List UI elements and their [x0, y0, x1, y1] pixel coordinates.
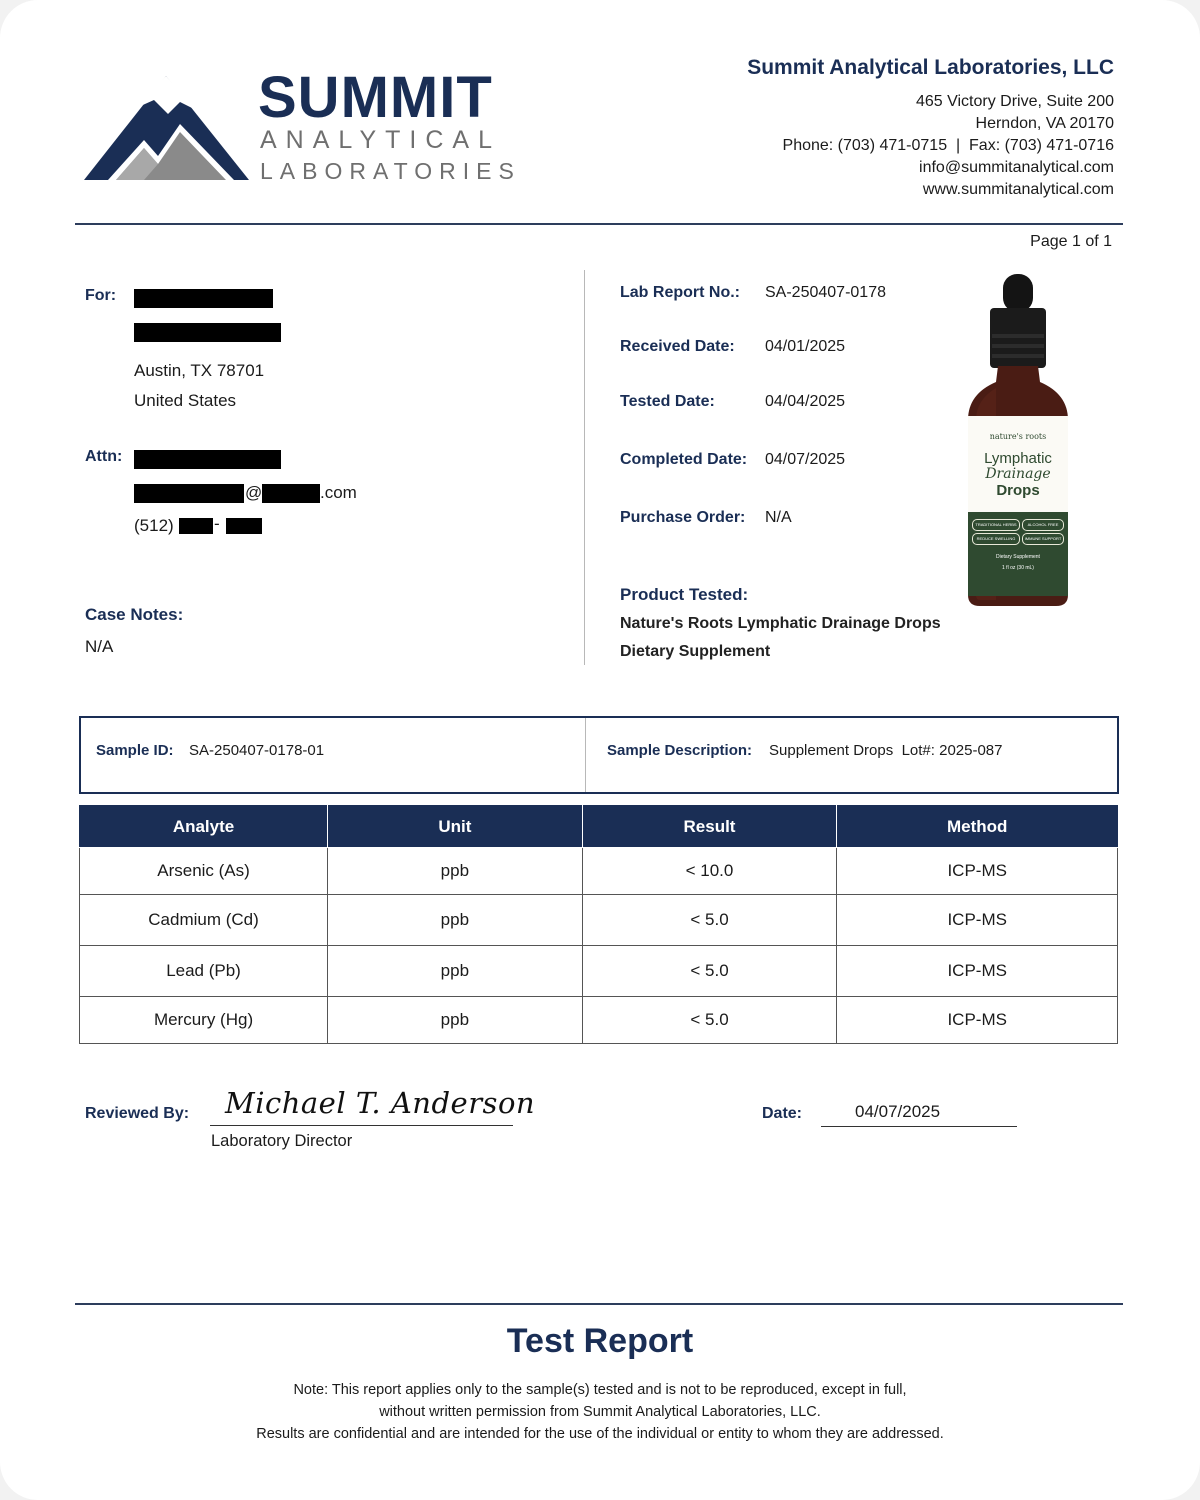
logo-wordmark-analytical: ANALYTICAL	[260, 126, 501, 154]
logo-wordmark-summit: SUMMIT	[258, 65, 493, 130]
bottle-volume: 1 fl oz (30 mL)	[1002, 565, 1034, 571]
table-row	[80, 946, 1118, 997]
purchase-order-label: Purchase Order:	[620, 509, 746, 526]
cell-result: < 5.0	[582, 997, 837, 1044]
column-header-unit: Unit	[328, 806, 583, 848]
bottle-name-line1: Lymphatic	[984, 450, 1052, 467]
mountain-logo-icon	[84, 70, 249, 182]
attn-label: Attn:	[85, 448, 123, 465]
cell-unit: ppb	[328, 895, 583, 946]
lab-report-label: Lab Report No.:	[620, 284, 740, 301]
cell-method: ICP-MS	[837, 946, 1118, 997]
cell-analyte: Lead (Pb)	[80, 946, 328, 997]
cell-result: < 10.0	[582, 848, 837, 895]
phone-dash: -	[214, 514, 220, 533]
table-row	[80, 895, 1118, 946]
case-notes-label: Case Notes:	[85, 605, 184, 624]
product-name: Nature's Roots Lymphatic Drainage Drops	[620, 615, 941, 632]
table-row	[80, 848, 1118, 895]
product-bottle-image	[958, 270, 1078, 612]
sample-id-label: Sample ID:	[96, 742, 174, 759]
info-column-divider	[584, 270, 585, 665]
lab-report-value: SA-250407-0178	[765, 284, 886, 301]
redaction-bar	[179, 518, 213, 534]
table-header-row	[80, 806, 1118, 848]
cell-analyte: Cadmium (Cd)	[80, 895, 328, 946]
completed-date-value: 04/07/2025	[765, 451, 846, 468]
cell-method: ICP-MS	[837, 997, 1118, 1044]
bottle-name-line3: Drops	[996, 482, 1040, 499]
bottle-name-line2: Drainage	[985, 466, 1051, 482]
phone-prefix: (512)	[134, 516, 174, 535]
reviewer-signature: Michael T. Anderson	[225, 1086, 536, 1120]
purchase-order-value: N/A	[765, 509, 792, 526]
reviewer-title: Laboratory Director	[211, 1132, 353, 1150]
tested-date-label: Tested Date:	[620, 393, 715, 410]
company-address-line1: 465 Victory Drive, Suite 200	[915, 93, 1114, 110]
product-type: Dietary Supplement	[620, 643, 771, 660]
page-number: Page 1 of 1	[1030, 233, 1112, 250]
column-header-analyte: Analyte	[80, 806, 328, 848]
logo-wordmark-laboratories: LABORATORIES	[260, 158, 521, 184]
cell-unit: ppb	[328, 848, 583, 895]
client-city-state: Austin, TX 78701	[134, 361, 265, 380]
review-date-label: Date:	[762, 1105, 803, 1122]
company-email: info@summitanalytical.com	[919, 159, 1114, 176]
case-notes-value: N/A	[85, 637, 114, 656]
sample-description-label: Sample Description:	[607, 742, 753, 759]
cell-result: < 5.0	[582, 946, 837, 997]
redaction-bar	[226, 518, 262, 534]
results-table	[79, 805, 1118, 1044]
redaction-bar	[262, 484, 320, 503]
sample-description-value: Supplement Drops Lot#: 2025-087	[769, 742, 1003, 759]
company-address-line2: Herndon, VA 20170	[975, 115, 1114, 132]
product-tested-label: Product Tested:	[620, 585, 749, 604]
company-website: www.summitanalytical.com	[922, 181, 1114, 198]
table-row	[80, 997, 1118, 1044]
redaction-bar	[134, 450, 281, 469]
email-at-symbol: @	[245, 483, 263, 502]
sample-info-box	[79, 716, 1119, 794]
cell-method: ICP-MS	[837, 848, 1118, 895]
header-divider	[75, 223, 1123, 225]
bottle-tag: TRADITIONAL HERBS	[972, 519, 1020, 531]
reviewed-by-label: Reviewed By:	[85, 1105, 190, 1122]
date-line	[821, 1126, 1017, 1127]
cell-result: < 5.0	[582, 895, 837, 946]
bottle-brand: nature's roots	[989, 432, 1047, 441]
cell-analyte: Arsenic (As)	[80, 848, 328, 895]
footer-title: Test Report	[506, 1322, 694, 1360]
completed-date-label: Completed Date:	[620, 451, 748, 468]
email-suffix: .com	[320, 483, 357, 502]
footer-note-line2: without written permission from Summit Analytical Laboratories, LLC.	[379, 1404, 821, 1420]
received-date-label: Received Date:	[620, 338, 735, 355]
for-label: For:	[85, 287, 117, 304]
cell-unit: ppb	[328, 997, 583, 1044]
column-header-result: Result	[582, 806, 837, 848]
company-name: Summit Analytical Laboratories, LLC	[747, 56, 1114, 79]
footer-divider	[75, 1303, 1123, 1305]
received-date-value: 04/01/2025	[765, 338, 846, 355]
redaction-bar	[134, 484, 244, 503]
client-country: United States	[134, 391, 237, 410]
company-phone-fax: Phone: (703) 471-0715 | Fax: (703) 471-0716	[782, 137, 1114, 154]
tested-date-value: 04/04/2025	[765, 393, 846, 410]
footer-note-line3: Results are confidential and are intended for the use of the individual or entity to whom they are addressed.	[256, 1426, 944, 1442]
bottle-tag: REDUCE SWELLING	[972, 533, 1020, 545]
cell-analyte: Mercury (Hg)	[80, 997, 328, 1044]
bottle-tag: ALCOHOL FREE	[1022, 519, 1064, 531]
redaction-bar	[134, 323, 281, 342]
bottle-tag: IMMUNE SUPPORT	[1022, 533, 1064, 545]
review-date-value: 04/07/2025	[855, 1102, 941, 1121]
signature-line	[210, 1125, 513, 1126]
bottle-type: Dietary Supplement	[996, 554, 1040, 560]
column-header-method: Method	[837, 806, 1118, 848]
cell-unit: ppb	[328, 946, 583, 997]
footer-note-line1: Note: This report applies only to the sample(s) tested and is not to be reproduced, except in full,	[293, 1382, 907, 1398]
redaction-bar	[134, 289, 273, 308]
cell-method: ICP-MS	[837, 895, 1118, 946]
sample-id-value: SA-250407-0178-01	[189, 742, 325, 759]
sample-box-divider	[585, 718, 586, 792]
